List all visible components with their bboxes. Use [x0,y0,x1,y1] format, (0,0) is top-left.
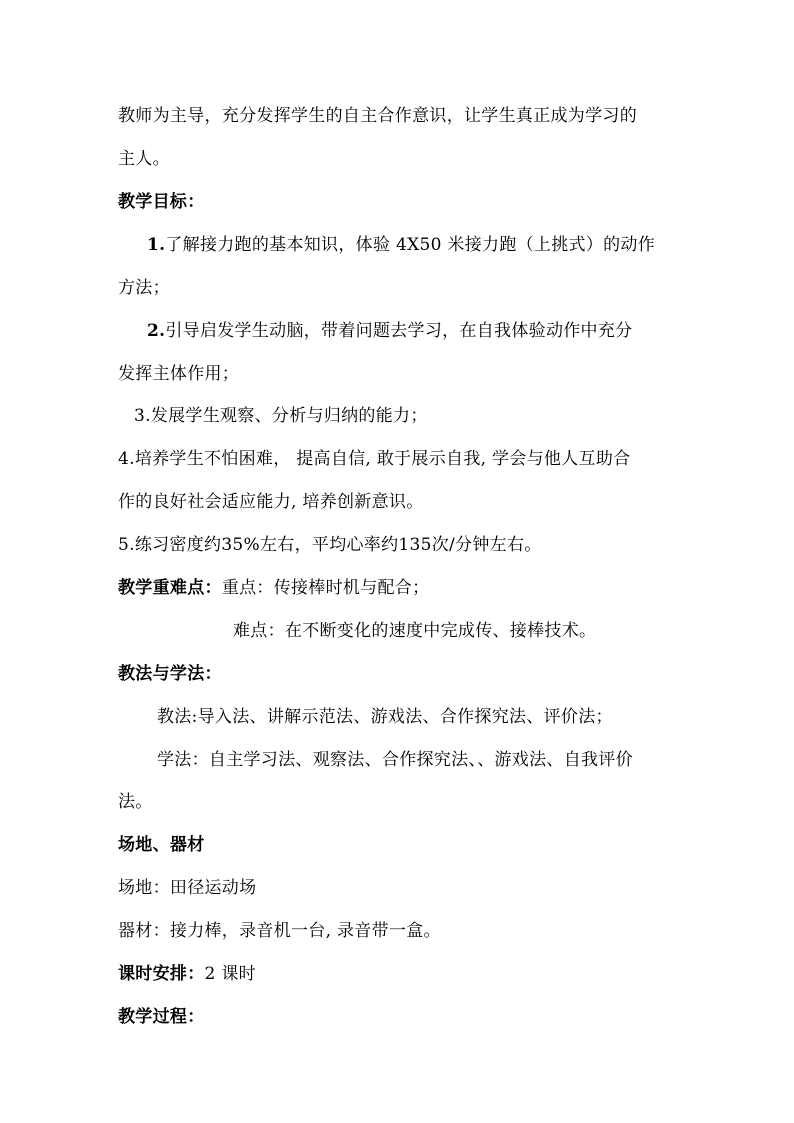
objective-item-5: 5.练习密度约35%左右，平均心率约135次/分钟左右。 [118,535,542,555]
schedule-value: 2 课时 [204,964,256,984]
objective-item-2-cont: 发挥主体作用； [118,364,240,384]
venue-heading: 场地、器材 [118,835,205,855]
key-point: 重点：传接棒时机与配合； [221,578,430,598]
schedule-heading: 课时安排： [118,964,205,984]
intro-line-1: 教师为主导，充分发挥学生的自主合作意识，让学生真正成为学习的 [118,106,637,126]
teaching-methods: 教法:导入法、讲解示范法、游戏法、合作探究法、评价法； [157,707,613,727]
objective-item-4-cont: 作的良好社会适应能力, 培养创新意识。 [118,492,424,512]
learning-methods: 学法：自主学习法、观察法、合作探究法、、游戏法、自我评价 [157,750,633,770]
objective-item-1-cont: 方法； [118,278,170,298]
objective-item-2-number: 2. [147,321,166,341]
objective-item-1 [147,233,655,257]
venue-site: 场地：田径运动场 [118,878,257,898]
difficulty-point: 难点：在不断变化的速度中完成传、接棒技术。 [233,621,597,641]
objectives-heading: 教学目标： [118,192,205,212]
key-points-row [118,576,429,600]
learning-methods-cont: 法。 [118,792,153,812]
schedule-row [118,962,256,986]
objective-item-1-text: 了解接力跑的基本知识，体验 4X50 米接力跑（上挑式）的动作 [165,235,656,255]
objective-item-1-number: 1. [147,235,166,255]
key-points-heading: 教学重难点： [118,578,222,598]
venue-equipment: 器材：接力棒，录音机一台, 录音带一盒。 [118,921,441,941]
objective-item-4: 4.培养学生不怕困难， 提高自信, 敢于展示自我, 学会与他人互助合 [118,449,631,469]
objective-item-2-text: 引导启发学生动脑，带着问题去学习，在自我体验动作中充分 [165,321,633,341]
methods-heading: 教法与学法： [118,664,222,684]
process-heading: 教学过程： [118,1007,205,1027]
intro-line-2: 主人。 [118,149,170,169]
objective-item-2 [147,319,632,343]
objective-item-3: 3.发展学生观察、分析与归纳的能力； [134,406,428,426]
